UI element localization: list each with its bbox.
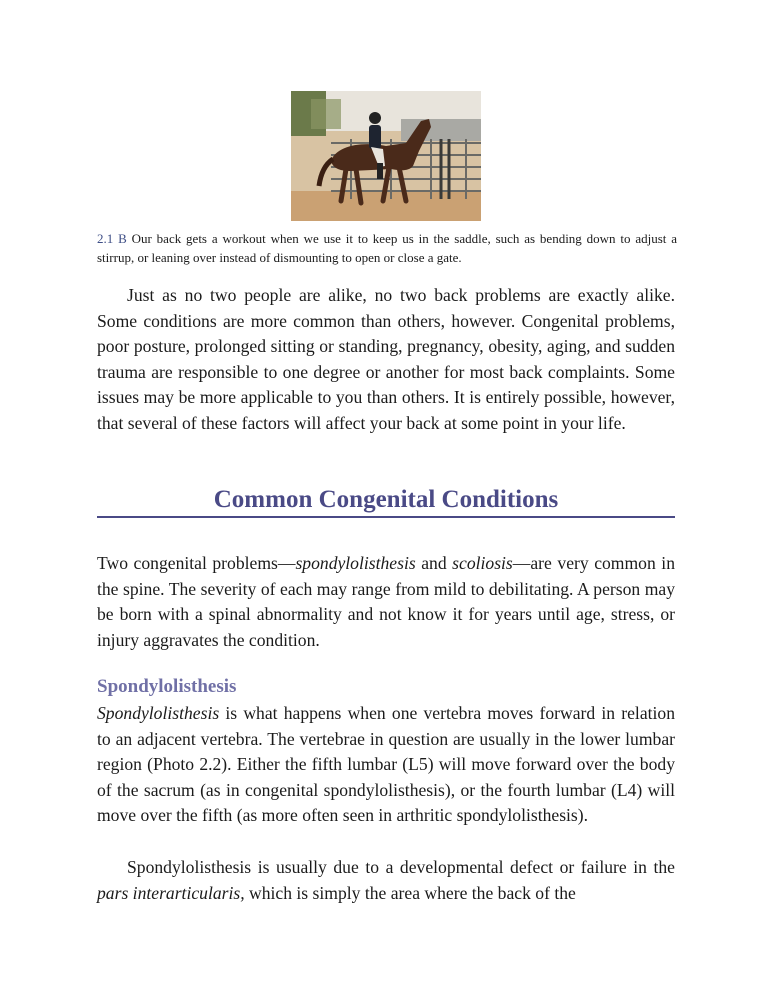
term-scoliosis: scoliosis xyxy=(452,553,513,573)
section-heading: Common Congenital Conditions xyxy=(213,486,559,513)
spondylolisthesis-paragraph-1 xyxy=(97,701,675,829)
subheading-spondylolisthesis: Spondylolisthesis xyxy=(97,676,237,697)
heading-rule xyxy=(97,516,675,518)
intro-paragraph: Just as no two people are alike, no two back problems are exactly alike. Some conditions are more common than others, however. Congenital problems, poor posture, prolonged sitting or standing, pregnancy, obesity, aging, and sudden trauma are responsible to one degree or another for most back complaints. Some issues may be more applicable to you than others. It is entirely possible, however, that several of these factors will affect your back at some point in your life. xyxy=(97,285,675,433)
figure-number: 2.1 B xyxy=(97,231,127,246)
horse-rider-illustration xyxy=(291,91,481,221)
term-spondylolisthesis: spondylolisthesis xyxy=(295,553,416,573)
section-para-text-2: and xyxy=(415,553,453,573)
spondy-para2-text-2: which is simply the area where the back of the xyxy=(244,882,576,903)
figure-caption-text: Our back gets a workout when we use it to keep us in the saddle, such as bending down to adjust a stirrup, or leaning over instead of dismounting to open or close a gate. xyxy=(97,231,677,265)
figure-caption xyxy=(97,229,677,267)
section-para-text-3: —are very common in the spine. The severity of each may range from mild to debilitating. A person may be born with a spinal abnormality and not know it for years until age, stress, or injury aggravates the condition. xyxy=(97,553,675,650)
horse-rider-photo xyxy=(291,91,481,221)
term-spondylolisthesis-lead: Spondylolisthesis xyxy=(97,703,220,723)
term-pars-interarticularis: pars interarticularis, xyxy=(97,882,245,903)
section-paragraph xyxy=(97,551,675,653)
spondy-para1-text: is what happens when one vertebra moves forward in relation to an adjacent vertebra. The vertebrae in question are usually in the lower lumbar region (Photo 2.2). Either the fifth lumbar (L5) will move forward over the body of the sacrum (as in congenital spondylolisthesis), or the fourth lumbar (L4) will move over the fifth (as more often seen in arthritic spondylolisthesis). xyxy=(97,703,675,826)
spondy-para2-text-1: Spondylolisthesis is usually due to a developmental defect or failure in the xyxy=(127,857,675,877)
section-para-text-1: Two congenital problems— xyxy=(97,553,296,573)
spondylolisthesis-paragraph-2 xyxy=(97,855,675,906)
